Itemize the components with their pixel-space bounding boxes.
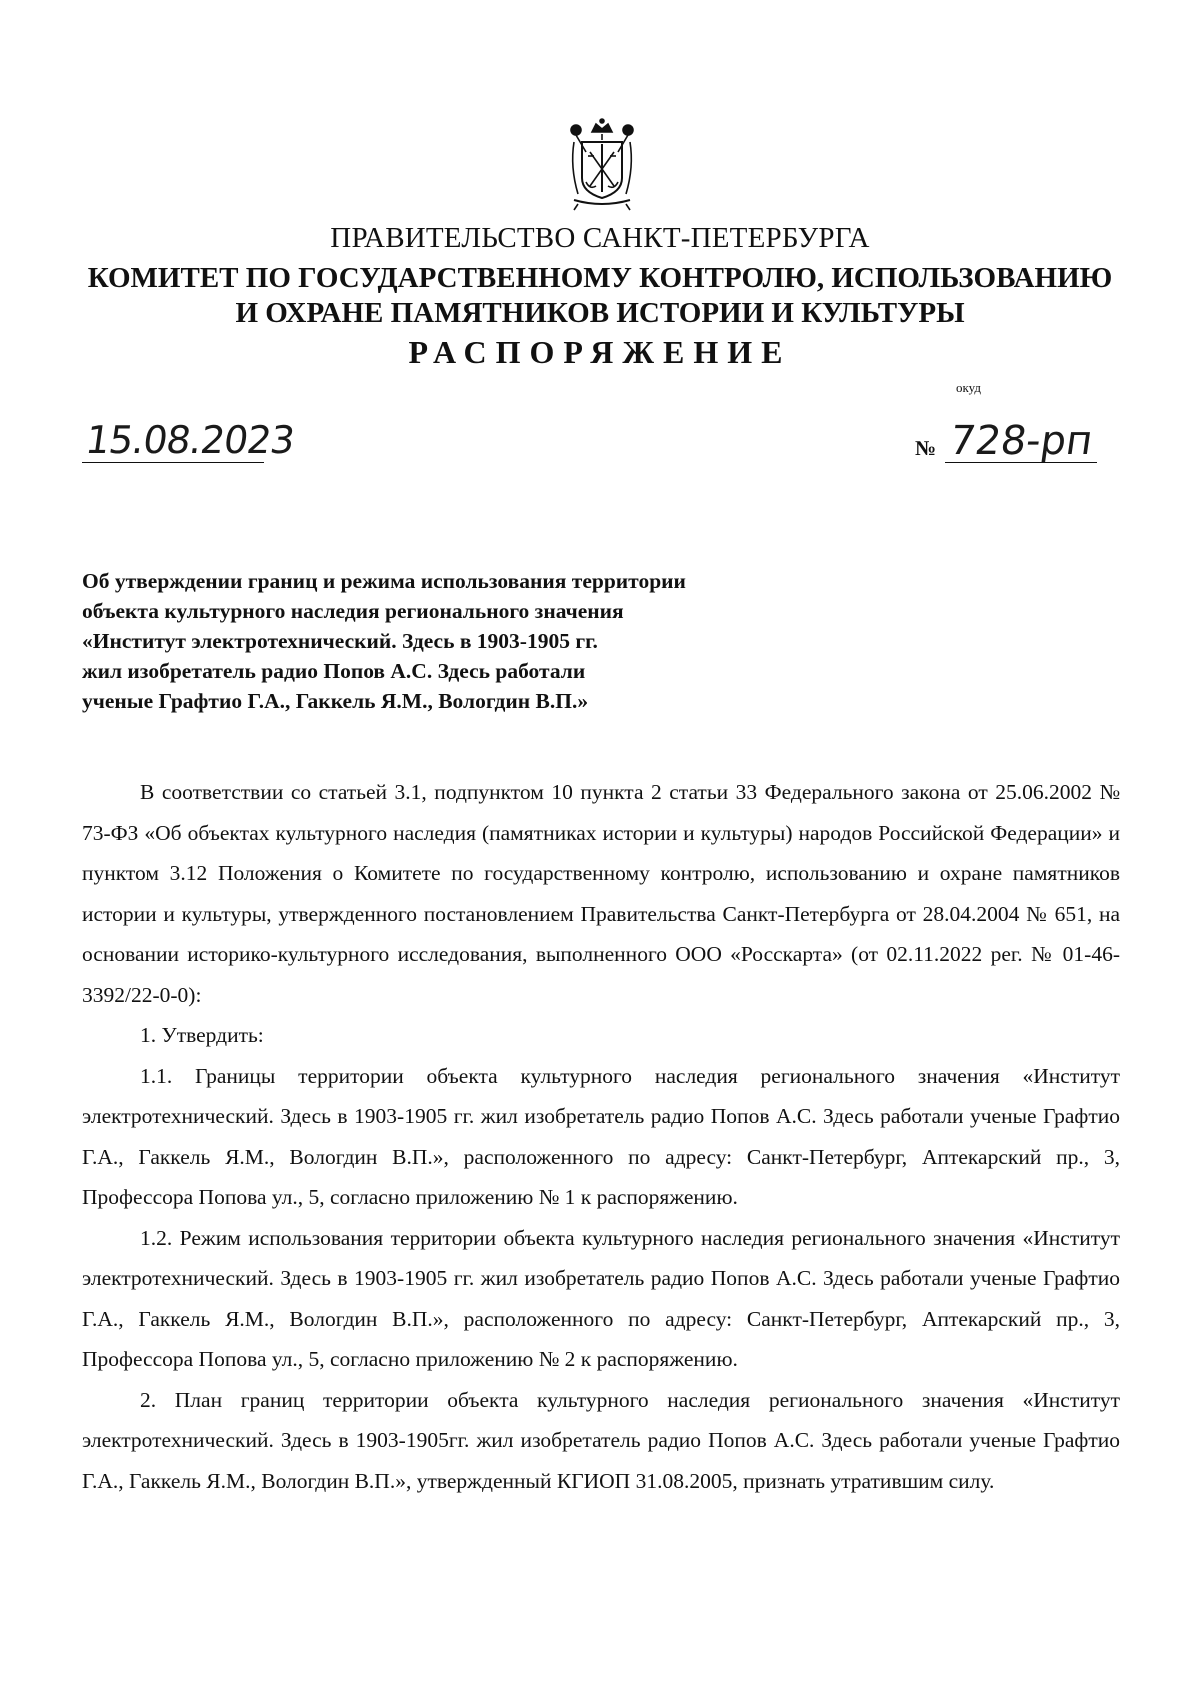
subject-line: Об утверждении границ и режима использования территории — [82, 569, 686, 593]
document-date: 15.08.2023 — [82, 418, 297, 462]
paragraph-item-2: 2. План границ территории объекта культурного наследия регионального значения «Институт электротехнический. Здесь в 1903-1905гг. жил изобретатель радио Попов А.С. Здесь работали ученые Графтио Г.А., Гаккель Я.М., Вологдин В.П.», утвержденный КГИОП 31.08.2005, признать утратившим силу. — [82, 1387, 1120, 1493]
government-name: ПРАВИТЕЛЬСТВО САНКТ-ПЕТЕРБУРГА — [330, 222, 870, 254]
document-body — [82, 772, 1120, 1501]
coat-of-arms-icon — [552, 112, 652, 212]
committee-name-line1: КОМИТЕТ ПО ГОСУДАРСТВЕННОМУ КОНТРОЛЮ, ИСПОЛЬЗОВАНИЮ — [87, 262, 1113, 294]
subject-line: жил изобретатель радио Попов А.С. Здесь работали — [82, 659, 586, 683]
document-number: 728-рп — [946, 418, 1096, 464]
paragraph-preamble: В соответствии со статьей 3.1, подпунктом 10 пункта 2 статьи 33 Федерального закона от 25.06.2002 № 73-ФЗ «Об объектах культурного наследия (памятниках истории и культуры) народов Российской Федерации» и пунктом 3.12 Положения о Комитете по государственному контролю, использованию и охране памятников истории и культуры, утвержденного постановлением Правительства Санкт-Петербурга от 28.04.2004 № 651, на основании историко-культурного исследования, выполненного ООО «Росскарта» (от 02.11.2022 рег. № 01-46-3392/22-0-0): — [82, 780, 1120, 1007]
okud-label: окуд — [956, 380, 981, 395]
paragraph-item-1-2: 1.2. Режим использования территории объекта культурного наследия регионального значения «Институт электротехнический. Здесь в 1903-1905 гг. жил изобретатель радио Попов А.С. Здесь работали ученые Графтио Г.А., Гаккель Я.М., Вологдин В.П.», расположенного по адресу: Санкт-Петербург, Аптекарский пр., 3, Профессора Попова ул., 5, согласно приложению № 2 к распоряжению. — [82, 1225, 1120, 1371]
subject-line: «Институт электротехнический. Здесь в 1903-1905 гг. — [82, 629, 598, 653]
date-underline — [82, 462, 264, 463]
subject-line: ученые Графтио Г.А., Гаккель Я.М., Вологдин В.П.» — [82, 689, 589, 713]
committee-name-line2: И ОХРАНЕ ПАМЯТНИКОВ ИСТОРИИ И КУЛЬТУРЫ — [235, 297, 965, 329]
document-type: РАСПОРЯЖЕНИЕ — [408, 334, 792, 370]
paragraph-item-1-1: 1.1. Границы территории объекта культурного наследия регионального значения «Институт электротехнический. Здесь в 1903-1905 гг. жил изобретатель радио Попов А.С. Здесь работали ученые Графтио Г.А., Гаккель Я.М., Вологдин В.П.», расположенного по адресу: Санкт-Петербург, Аптекарский пр., 3, Профессора Попова ул., 5, согласно приложению № 1 к распоряжению. — [82, 1063, 1120, 1209]
subject-line: объекта культурного наследия регионального значения — [82, 599, 624, 623]
number-underline — [945, 462, 1097, 463]
document-subject — [82, 566, 802, 716]
number-label: № — [915, 436, 937, 460]
paragraph-item-1: 1. Утвердить: — [140, 1023, 264, 1047]
